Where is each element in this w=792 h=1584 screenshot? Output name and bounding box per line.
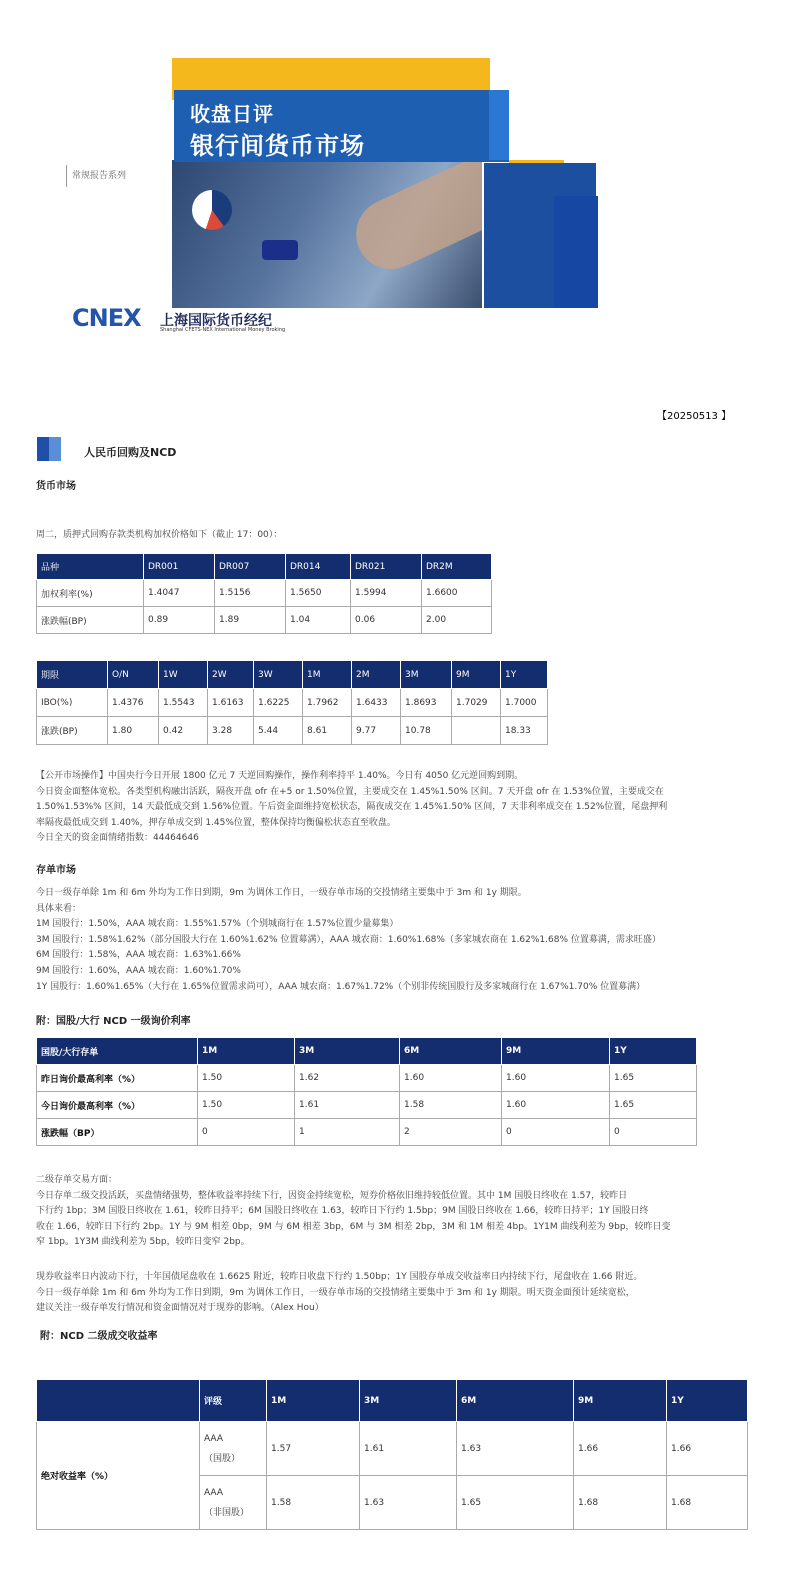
table-cell: 1.65 <box>610 1065 697 1092</box>
table-cell <box>452 717 501 745</box>
paragraph-line: 今日一级存单除 1m 和 6m 外均为工作日到期，9m 为调休工作日，一级存单市场的交投情绪主要集中于 3m 和 1y 期限。明天资金面预计延续宽松， <box>36 1287 635 1298</box>
table-cell: IBO(%) <box>37 689 108 717</box>
table-cell: 1.63 <box>457 1422 574 1476</box>
table-row-label: 绝对收益率（%） <box>37 1422 200 1530</box>
table-row <box>37 607 492 634</box>
table-cell: 2 <box>400 1119 502 1146</box>
rating-cell <box>200 1476 267 1530</box>
table-header: 2W <box>208 661 254 689</box>
table-cell: 1.60 <box>400 1065 502 1092</box>
table-header-row <box>37 1038 697 1065</box>
table-header: O/N <box>108 661 159 689</box>
section-title: 人民币回购及NCD <box>84 446 177 459</box>
paragraph-line: 率隔夜最低成交到 1.40%，押存单成交到 1.45%位置，整体保持均衡偏松状态直至收盘。 <box>36 817 396 828</box>
table-cell: 1.58 <box>267 1476 360 1530</box>
cd-market-heading: 存单市场 <box>36 865 76 876</box>
table-cell: 1.89 <box>215 607 286 634</box>
table-header: 3M <box>360 1380 457 1422</box>
table-row <box>37 689 548 717</box>
table-header-row <box>37 661 548 689</box>
rating-subtext: （非国股） <box>204 1507 250 1518</box>
rating-text: AAA <box>204 1487 223 1498</box>
table-cell: 1.50 <box>198 1065 295 1092</box>
table-cell: 1.5543 <box>159 689 208 717</box>
table-cell: 1.57 <box>267 1422 360 1476</box>
secondary-paragraph-1 <box>36 1173 766 1251</box>
finger-shape <box>345 160 482 281</box>
table-header: 3W <box>254 661 303 689</box>
report-date: 【20250513 】 <box>657 411 732 422</box>
paragraph-line: 【公开市场操作】中国央行今日开展 1800 亿元 7 天逆回购操作，操作利率持平 1.40%。今日有 4050 亿元逆回购到期。 <box>36 771 524 781</box>
table-cell: 1.66 <box>667 1422 748 1476</box>
table-header: DR007 <box>215 554 286 580</box>
table-header: 9M <box>502 1038 610 1065</box>
table-header: 品种 <box>37 554 144 580</box>
table-header: 6M <box>400 1038 502 1065</box>
dr-table <box>36 553 492 634</box>
table-header: 评级 <box>200 1380 267 1422</box>
table-header: DR021 <box>351 554 422 580</box>
paragraph-line: 1Y 国股行：1.60%1.65%（大行在 1.65%位置需求尚可），AAA 城农商：1.67%1.72%（个别非传统国股行及多家城商行在 1.67%1.70% 位置募满） <box>36 981 646 992</box>
table-header <box>37 1380 200 1422</box>
section-bar-icon-light <box>49 437 61 461</box>
table-cell: 1.68 <box>667 1476 748 1530</box>
table-cell: 1.8693 <box>401 689 452 717</box>
table-cell: 1.6163 <box>208 689 254 717</box>
table-cell: 今日询价最高利率（%） <box>37 1092 198 1119</box>
table-cell: 1.65 <box>457 1476 574 1530</box>
series-label: 常规报告系列 <box>72 171 127 181</box>
cover-title-line2: 银行间货币市场 <box>190 132 365 160</box>
table-header: DR014 <box>286 554 351 580</box>
table-cell: 加权利率(%) <box>37 580 144 607</box>
logo-mark <box>72 304 141 332</box>
table-cell: 0 <box>502 1119 610 1146</box>
table-header: 9M <box>452 661 501 689</box>
table-cell: 1.62 <box>295 1065 400 1092</box>
paragraph-line: 今日全天的资金面情绪指数：44464646 <box>36 833 199 844</box>
table-header: 1M <box>267 1380 360 1422</box>
table-cell: 2.00 <box>422 607 492 634</box>
table-header: 1Y <box>501 661 548 689</box>
table-cell: 1.6433 <box>352 689 401 717</box>
table-cell: 1.7000 <box>501 689 548 717</box>
table-cell: 0 <box>610 1119 697 1146</box>
table-cell: 1.58 <box>400 1092 502 1119</box>
paragraph-line: 今日资金面整体宽松。各类型机构融出活跃，隔夜开盘 ofr 在+5 or 1.50%位置，主要成交在 1.45%1.50% 区间。7 天开盘 ofr 在 1.53%位置，主要成交在 <box>36 786 664 797</box>
table-cell: 1.66 <box>574 1422 667 1476</box>
table-cell: 1.04 <box>286 607 351 634</box>
table-cell: 1.68 <box>574 1476 667 1530</box>
paragraph-line: 窄 1bp。1Y3M 曲线利差为 5bp，较昨日变窄 2bp。 <box>36 1237 250 1248</box>
secondary-paragraph-2 <box>36 1270 766 1317</box>
rating-subtext: （国股） <box>204 1453 241 1464</box>
ncd-primary-table <box>36 1037 697 1146</box>
table-cell: 0.42 <box>159 717 208 745</box>
table-header-row <box>37 554 492 580</box>
table-cell: 1.63 <box>360 1476 457 1530</box>
pie-chart-icon <box>192 190 232 230</box>
cover-accent-dark <box>554 196 598 308</box>
table-row <box>37 1092 697 1119</box>
table-header: 1W <box>159 661 208 689</box>
table-row <box>37 717 548 745</box>
table-row <box>37 580 492 607</box>
table-cell: 5.44 <box>254 717 303 745</box>
paragraph-line: 二级存单交易方面： <box>36 1175 118 1185</box>
table-cell: 1.4376 <box>108 689 159 717</box>
logo-c-icon: C <box>72 304 89 332</box>
table-header: 1M <box>198 1038 295 1065</box>
rating-text: AAA <box>204 1433 223 1444</box>
paragraph-line: 今日存单二级交投活跃，买盘情绪强势，整体收益率持续下行，因资金持续宽松，短券价格依旧维持较低位置。其中 1M 国股日终收在 1.57，较昨日 <box>36 1190 628 1201</box>
paragraph-line: 现券收益率日内波动下行，十年国债尾盘收在 1.6625 附近，较昨日收盘下行约 1.50bp；1Y 国股存单成交收益率日内持续下行，尾盘收在 1.66 附近。 <box>36 1272 643 1282</box>
table-cell: 1.7962 <box>303 689 352 717</box>
logo-text: NEX <box>88 304 141 332</box>
table-cell: 1.50 <box>198 1092 295 1119</box>
table-cell: 涨跌幅(BP) <box>37 607 144 634</box>
cover-title-line1: 收盘日评 <box>190 102 274 126</box>
table-cell: 1.61 <box>295 1092 400 1119</box>
table-cell: 9.77 <box>352 717 401 745</box>
table-cell: 1.6225 <box>254 689 303 717</box>
table-cell: 0.89 <box>144 607 215 634</box>
table-header: 国股/大行存单 <box>37 1038 198 1065</box>
table-header: 1M <box>303 661 352 689</box>
table-header: 期限 <box>37 661 108 689</box>
table-cell: 1.61 <box>360 1422 457 1476</box>
ibo-table <box>36 660 548 745</box>
table-row <box>37 1065 697 1092</box>
table-cell: 1.6600 <box>422 580 492 607</box>
table-cell: 1.80 <box>108 717 159 745</box>
table-cell: 0 <box>198 1119 295 1146</box>
table-header: 3M <box>401 661 452 689</box>
cd-market-paragraph <box>36 886 766 995</box>
table-cell: 1.4047 <box>144 580 215 607</box>
table-cell: 1.60 <box>502 1092 610 1119</box>
paragraph-line: 9M 国股行：1.60%，AAA 城农商：1.60%1.70% <box>36 965 241 976</box>
table-cell: 1.7029 <box>452 689 501 717</box>
table-cell: 涨跌幅（BP） <box>37 1119 198 1146</box>
table-cell: 18.33 <box>501 717 548 745</box>
table-header: 1Y <box>610 1038 697 1065</box>
table-cell: 0.06 <box>351 607 422 634</box>
paragraph-line: 1M 国股行：1.50%，AAA 城农商：1.55%1.57%（个别城商行在 1.57%位置少量募集） <box>36 919 399 930</box>
table-cell: 1 <box>295 1119 400 1146</box>
table-cell: 昨日询价最高利率（%） <box>37 1065 198 1092</box>
paragraph-line: 6M 国股行：1.58%，AAA 城农商：1.63%1.66% <box>36 950 241 961</box>
paragraph-line: 收在 1.66，较昨日下行约 2bp。1Y 与 9M 相差 0bp，9M 与 6M 相差 3bp，6M 与 3M 相差 2bp，3M 和 1M 相差 4bp。1Y1M 曲线利差为 9bp，较昨日变 <box>36 1221 671 1232</box>
paragraph-line: 3M 国股行：1.58%1.62%（部分国股大行在 1.60%1.62% 位置募满），AAA 城农商：1.60%1.68%（多家城农商在 1.62%1.68% 位置募满，需求旺盛） <box>36 934 661 945</box>
table-header: 3M <box>295 1038 400 1065</box>
ncd-secondary-table-title: 附：NCD 二级成交收益率 <box>40 1331 158 1342</box>
cover-accent-strip <box>489 90 509 160</box>
paragraph-line: 建议关注一级存单发行情况和资金面情况对于现券的影响。（Alex Hou） <box>36 1303 324 1314</box>
series-divider <box>66 165 67 187</box>
table-header: 1Y <box>667 1380 748 1422</box>
table-row <box>37 1119 697 1146</box>
logo-en: Shanghai CFETS-NEX International Money Broking <box>160 327 286 333</box>
paragraph-line: 今日一级存单除 1m 和 6m 外均为工作日到期，9m 为调休工作日，一级存单市场的交投情绪主要集中于 3m 和 1y 期限。 <box>36 888 527 898</box>
table-header: 9M <box>574 1380 667 1422</box>
table-cell: 1.65 <box>610 1092 697 1119</box>
table-cell: 涨跌(BP) <box>37 717 108 745</box>
money-market-heading: 货币市场 <box>36 481 76 492</box>
table-header: DR2M <box>422 554 492 580</box>
logo-cn: 上海国际货币经纪 <box>160 313 272 329</box>
table-cell: 1.5650 <box>286 580 351 607</box>
paragraph-line: 1.50%1.53%% 区间，14 天最低成交到 1.56%位置。午后资金面维持宽松状态，隔夜成交在 1.45%1.50% 区间，7 天非利率成交在 1.52%位置，尾盘押利 <box>36 802 668 813</box>
ncd-primary-table-title: 附：国股/大行 NCD 一级询价利率 <box>36 1016 191 1027</box>
table-cell: 3.28 <box>208 717 254 745</box>
table-cell: 10.78 <box>401 717 452 745</box>
money-market-paragraph <box>36 769 756 847</box>
map-icon <box>262 240 298 260</box>
table-header: 2M <box>352 661 401 689</box>
table-header-row <box>37 1380 748 1422</box>
ncd-secondary-table <box>36 1379 748 1530</box>
paragraph-line: 具体来看： <box>36 903 82 914</box>
cover-photo <box>172 160 482 308</box>
table-cell: 8.61 <box>303 717 352 745</box>
rating-cell <box>200 1422 267 1476</box>
table-cell: 1.5156 <box>215 580 286 607</box>
paragraph-line: 下行约 1bp；3M 国股日终收在 1.61，较昨日持平；6M 国股日终收在 1.63，较昨日下行约 1.5bp；9M 国股日终收在 1.66，较昨日持平；1Y 国股日终 <box>36 1206 649 1217</box>
table-cell: 1.5994 <box>351 580 422 607</box>
table-cell: 1.60 <box>502 1065 610 1092</box>
table-header: DR001 <box>144 554 215 580</box>
table-row <box>37 1422 748 1476</box>
table-header: 6M <box>457 1380 574 1422</box>
money-market-intro: 周二，质押式回购存款类机构加权价格如下（截止 17：00）： <box>36 530 283 540</box>
